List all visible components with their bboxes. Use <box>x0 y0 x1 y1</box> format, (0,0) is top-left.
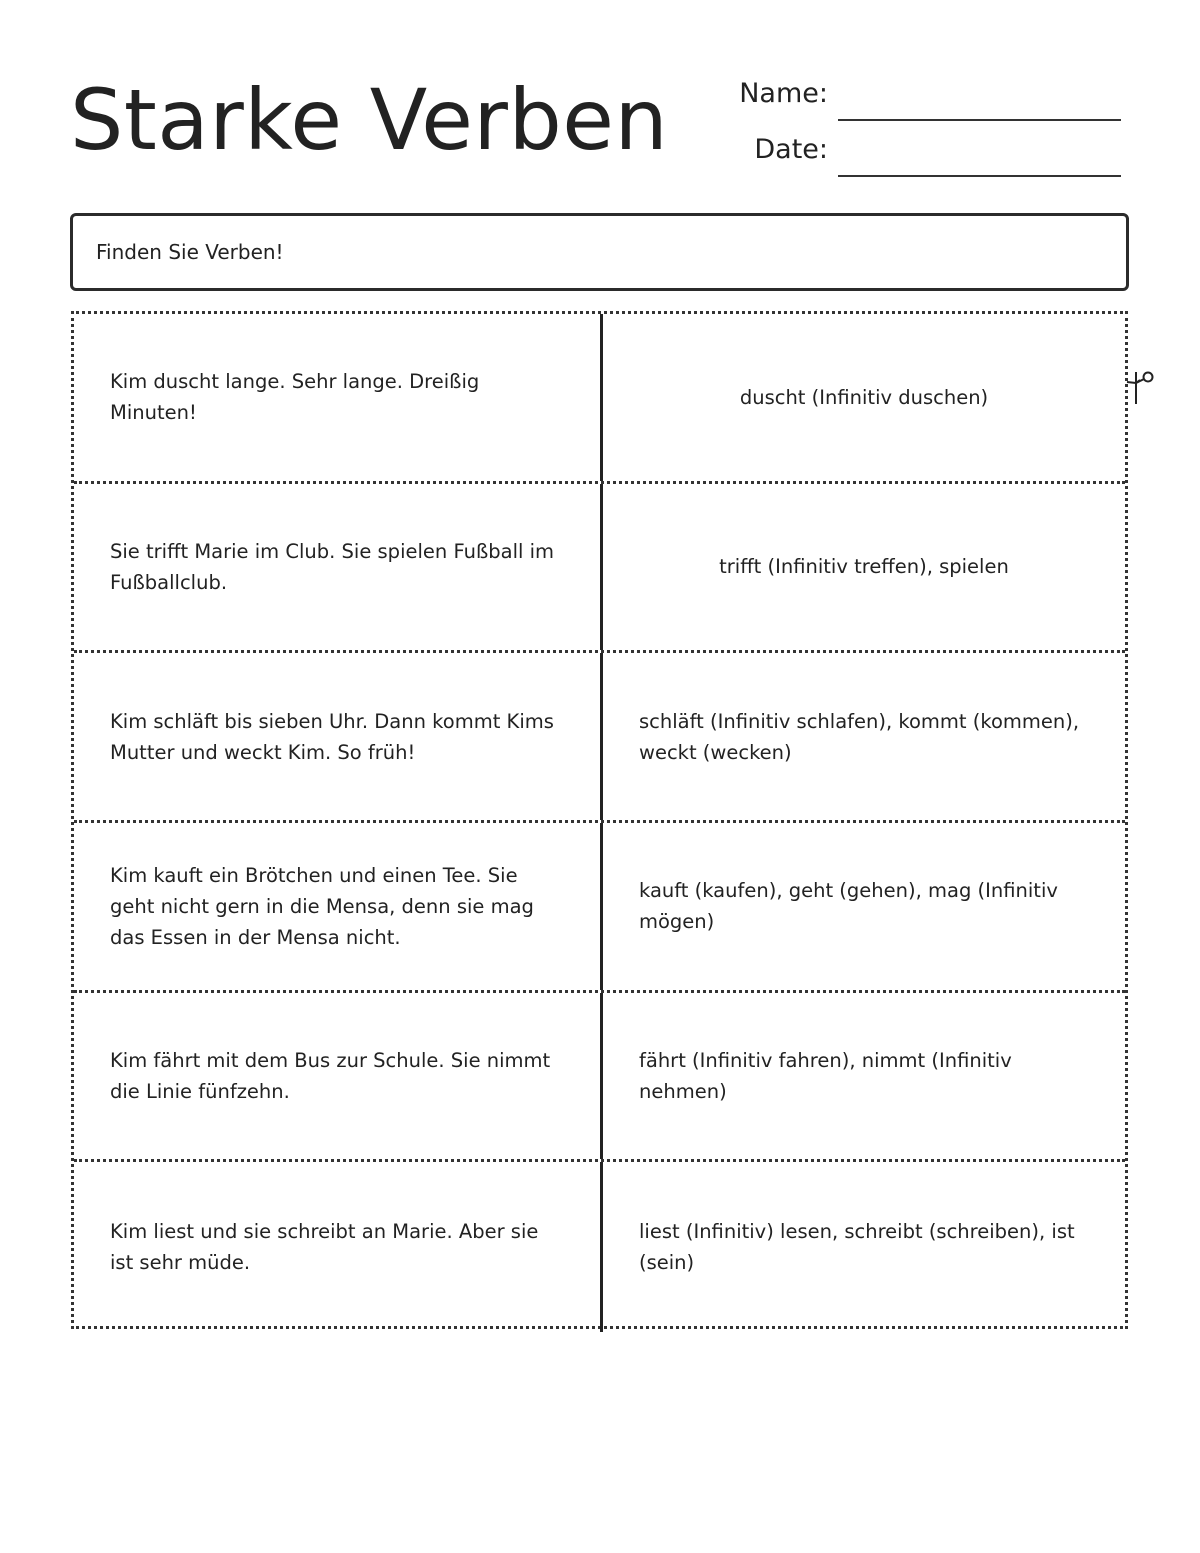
sentence-cell: Kim fährt mit dem Bus zur Schule. Sie nimmt die Linie fünfzehn. <box>74 993 603 1160</box>
instructions-box <box>70 213 1129 291</box>
answer-cell: duscht (Infinitiv duschen) <box>739 385 989 409</box>
answer-cell: schläft (Infinitiv schlafen), kommt (kommen), weckt (wecken) <box>639 709 1080 764</box>
scissors-icon <box>1124 368 1158 408</box>
card-row <box>74 1162 1125 1332</box>
card-row <box>74 993 1125 1163</box>
card-grid <box>71 311 1128 1329</box>
page-title: Starke Verben <box>70 71 669 169</box>
card-row <box>74 823 1125 993</box>
name-line <box>838 117 1121 121</box>
date-field <box>688 136 1121 163</box>
sentence-cell: Kim liest und sie schreibt an Marie. Aber sie ist sehr müde. <box>74 1162 603 1332</box>
card-row <box>74 484 1125 654</box>
answer-cell: fährt (Infinitiv fahren), nimmt (Infinitiv nehmen) <box>639 1048 1012 1103</box>
date-label: Date: <box>754 134 828 165</box>
name-label: Name: <box>739 78 828 109</box>
card-row <box>74 653 1125 823</box>
date-line <box>838 173 1121 177</box>
sentence-cell: Sie trifft Marie im Club. Sie spielen Fußball im Fußballclub. <box>74 484 603 651</box>
answer-cell: liest (Infinitiv) lesen, schreibt (schreiben), ist (sein) <box>639 1220 1075 1275</box>
sentence-cell: Kim schläft bis sieben Uhr. Dann kommt Kims Mutter und weckt Kim. So früh! <box>74 653 603 820</box>
sentence-cell: Kim duscht lange. Sehr lange. Dreißig Minuten! <box>74 314 603 481</box>
sentence-cell: Kim kauft ein Brötchen und einen Tee. Sie geht nicht gern in die Mensa, denn sie mag das Essen in der Mensa nicht. <box>74 823 603 990</box>
answer-cell: kauft (kaufen), geht (gehen), mag (Infinitiv mögen) <box>639 879 1058 934</box>
card-row <box>74 314 1125 484</box>
instructions-text: Finden Sie Verben! <box>96 240 284 264</box>
name-field <box>688 80 1121 107</box>
answer-cell: trifft (Infinitiv treffen), spielen <box>719 555 1009 579</box>
